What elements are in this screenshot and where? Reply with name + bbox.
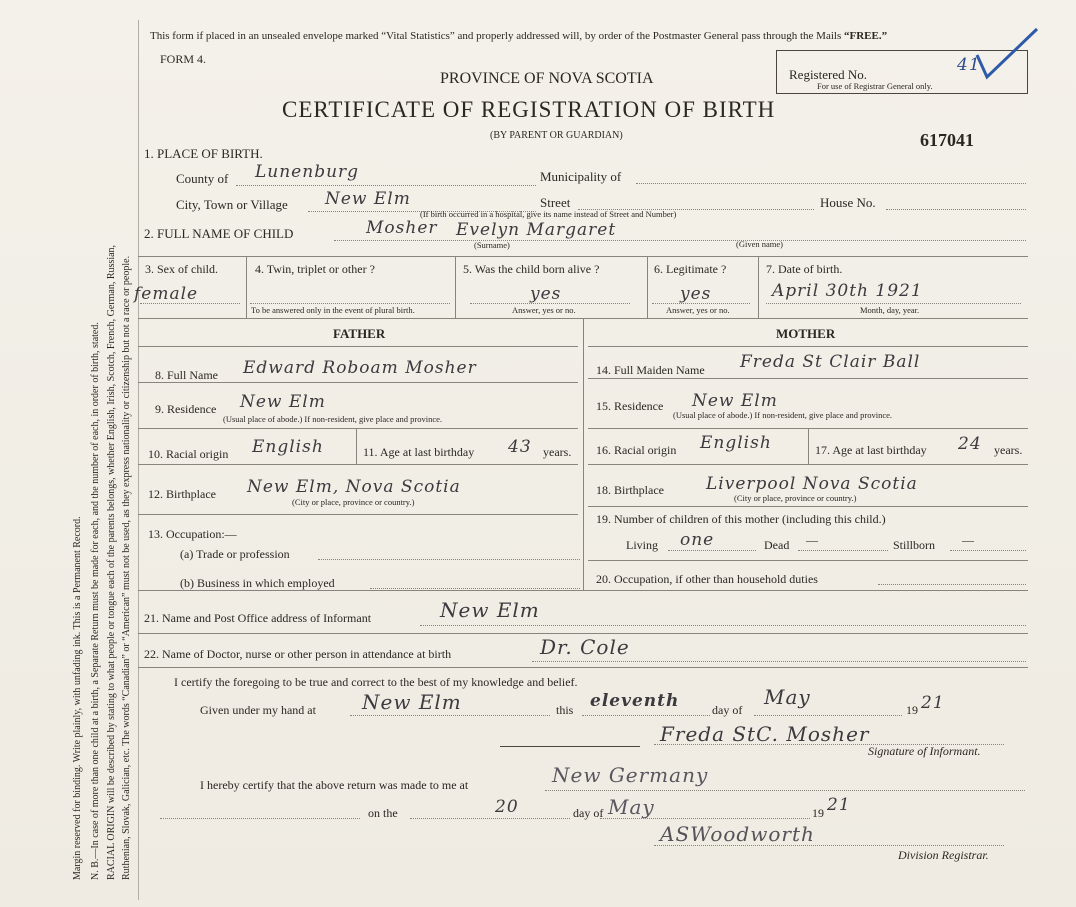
father-heading: FATHER — [333, 326, 386, 341]
day-of-label: day of — [712, 703, 743, 717]
alive-line — [470, 303, 630, 304]
mother-row-line-2 — [588, 378, 1028, 379]
mother-age-divider — [808, 428, 809, 464]
living-label: Living — [626, 538, 658, 552]
doctor-value: Dr. Cole — [540, 635, 630, 659]
twin-label: 4. Twin, triplet or other ? — [255, 262, 375, 276]
mother-residence-value: New Elm — [692, 391, 778, 411]
given-place-line — [350, 715, 550, 716]
date-note: Month, day, year. — [860, 305, 920, 315]
top-notice-text: This form if placed in an unsealed envelope marked “Vital Statistics” and properly addressed will, by order of the Postmaster General pass through the Mails — [150, 30, 842, 42]
page-title: CERTIFICATE OF REGISTRATION OF BIRTH — [282, 97, 776, 122]
county-line — [236, 185, 536, 186]
father-age-label: 11. Age at last birthday — [363, 445, 475, 459]
stillborn-label: Stillborn — [893, 538, 936, 552]
county-value: Lunenburg — [255, 162, 360, 182]
sex-value: female — [134, 284, 199, 304]
stillborn-line — [950, 550, 1026, 551]
informant-label: 21. Name and Post Office address of Informant — [144, 611, 372, 625]
father-racial-value: English — [252, 437, 324, 457]
father-row-line-3 — [138, 428, 578, 429]
month-value: May — [764, 685, 811, 709]
informant-line — [420, 625, 1026, 626]
father-residence-value: New Elm — [240, 392, 326, 412]
binding-margin-line — [138, 20, 139, 900]
given-under-label: Given under my hand at — [200, 703, 316, 717]
dead-line — [798, 550, 888, 551]
year-suffix: 21 — [921, 693, 945, 713]
mother-occupation-line — [878, 584, 1026, 585]
father-row-line-2 — [138, 382, 578, 383]
date-value: April 30th 1921 — [772, 281, 923, 301]
city-value: New Elm — [325, 189, 411, 209]
margin-note-3: RACIAL ORIGIN will be described by stating to what people or tongue each of the parents belongs, whether English, Irish, Scotch, French, German, Russian, — [106, 244, 117, 880]
father-name-value: Edward Roboam Mosher — [243, 358, 477, 378]
surname-caption: (Surname) — [474, 240, 510, 250]
registrar-signature-line — [654, 845, 1004, 846]
registrar-day-line — [410, 818, 570, 819]
legitimate-value: yes — [680, 284, 712, 304]
child-name-label: 2. FULL NAME OF CHILD — [144, 226, 294, 241]
mother-children-label: 19. Number of children of this mother (including this child.) — [596, 512, 886, 526]
year-prefix: 19 — [906, 703, 918, 717]
province-heading: PROVINCE OF NOVA SCOTIA — [440, 70, 654, 87]
mother-age-label: 17. Age at last birthday — [815, 443, 927, 457]
dead-value: — — [806, 533, 818, 547]
on-the-lead-line — [160, 818, 360, 819]
place-of-birth-label: 1. PLACE OF BIRTH. — [144, 146, 263, 161]
twin-note: To be answered only in the event of plural birth. — [251, 305, 415, 315]
doctor-line — [532, 661, 1026, 662]
checkmark-icon — [975, 25, 1045, 85]
informant-bottom-border — [138, 633, 1028, 634]
page-subtitle: (BY PARENT OR GUARDIAN) — [490, 130, 623, 141]
twin-line — [250, 303, 450, 304]
father-birthplace-note: (City or place, province or country.) — [292, 497, 415, 507]
mother-row-line-1 — [588, 346, 1028, 347]
doctor-label: 22. Name of Doctor, nurse or other person in attendance at birth — [144, 647, 452, 661]
doctor-bottom-border — [138, 667, 1028, 668]
mother-racial-value: English — [700, 433, 772, 453]
mother-birthplace-value: Liverpool Nova Scotia — [706, 474, 918, 494]
hospital-note: (If birth occurred in a hospital, give its name instead of Street and Number) — [420, 209, 677, 219]
row3-divider-2 — [455, 256, 456, 318]
legitimate-label: 6. Legitimate ? — [654, 262, 727, 276]
informant-value: New Elm — [440, 598, 540, 622]
mother-age-value: 24 — [958, 434, 982, 454]
municipality-label: Municipality of — [540, 169, 622, 184]
father-residence-label: 9. Residence — [155, 402, 217, 416]
father-row-line-5 — [138, 514, 578, 515]
house-line — [886, 209, 1026, 210]
living-line — [668, 550, 756, 551]
father-business-label: (b) Business in which employed — [180, 576, 335, 590]
day-word-value: eleventh — [590, 691, 680, 711]
mother-heading: MOTHER — [776, 326, 836, 341]
mother-row-line-4 — [588, 464, 1028, 465]
father-row-line-4 — [138, 464, 578, 465]
dead-label: Dead — [764, 538, 790, 552]
father-age-divider — [356, 428, 357, 464]
mother-racial-label: 16. Racial origin — [596, 443, 677, 457]
registrar-year-prefix: 19 — [812, 806, 824, 820]
mother-age-unit: years. — [994, 443, 1023, 457]
father-name-label: 8. Full Name — [155, 368, 218, 382]
legitimate-note: Answer, yes or no. — [666, 305, 730, 315]
father-age-unit: years. — [543, 445, 572, 459]
top-notice-free: “FREE.” — [843, 30, 888, 42]
registrar-year-suffix: 21 — [827, 795, 851, 815]
registrar-place-line — [545, 790, 1025, 791]
mother-occupation-label: 20. Occupation, if other than household duties — [596, 572, 818, 586]
sex-label: 3. Sex of child. — [145, 262, 218, 276]
mother-birthplace-label: 18. Birthplace — [596, 483, 664, 497]
registrar-signature-caption: Division Registrar. — [898, 848, 989, 862]
mother-name-label: 14. Full Maiden Name — [596, 363, 705, 377]
registrar-day-value: 20 — [495, 797, 519, 817]
living-value: one — [680, 530, 715, 550]
mother-row-line-5 — [588, 506, 1028, 507]
house-label: House No. — [820, 195, 876, 210]
registrar-day-of-label: day of — [573, 806, 604, 820]
registrar-text: I hereby certify that the above return was made to me at — [200, 778, 469, 792]
month-line — [754, 715, 902, 716]
street-label: Street — [540, 195, 571, 210]
registrar-place-value: New Germany — [552, 763, 709, 787]
certificate-number: 617041 — [920, 130, 974, 150]
margin-note-1: Margin reserved for binding. Write plainly, with unfading ink. This is a Permanent Record. — [72, 516, 83, 880]
sex-line — [140, 303, 240, 304]
registrar-month-value: May — [608, 795, 655, 819]
form-number: FORM 4. — [160, 52, 207, 66]
margin-note-4: Ruthenian, Slovak, Galician, etc. The words “Canadian” or “American” must not be used, as they express nationality or citizenship but not a race or people. — [121, 255, 132, 880]
father-row-line-1 — [138, 346, 578, 347]
father-trade-label: (a) Trade or profession — [180, 547, 290, 561]
row3-divider-1 — [246, 256, 247, 318]
informant-signature-caption: Signature of Informant. — [868, 744, 981, 758]
top-notice — [150, 30, 887, 42]
day-word-line — [582, 715, 710, 716]
certify-text: I certify the foregoing to be true and correct to the best of my knowledge and belief. — [174, 675, 578, 689]
mother-residence-note: (Usual place of abode.) If non-resident, give place and province. — [673, 410, 893, 420]
informant-signature: Freda StC. Mosher — [660, 722, 870, 746]
registrar-month-line — [600, 818, 810, 819]
mother-row-line-6 — [588, 560, 1028, 561]
child-name-line — [334, 240, 1026, 241]
alive-note: Answer, yes or no. — [512, 305, 576, 315]
father-residence-note: (Usual place of abode.) If non-resident, give place and province. — [223, 414, 443, 424]
father-trade-line — [318, 559, 580, 560]
father-age-value: 43 — [508, 437, 532, 457]
this-label: this — [556, 703, 574, 717]
parents-bottom-border — [138, 590, 1028, 591]
child-surname: Mosher — [366, 218, 438, 238]
father-mother-divider — [583, 318, 584, 590]
margin-note-2: N. B.—In case of more than one child at a birth, a Separate Return must be made for each, and the number of each, in order of birth, stated. — [90, 322, 101, 880]
alive-value: yes — [530, 284, 562, 304]
row3-divider-4 — [758, 256, 759, 318]
father-racial-label: 10. Racial origin — [148, 447, 229, 461]
left-signature-rule — [500, 746, 640, 747]
registered-label: Registered No. — [789, 67, 867, 82]
county-label: County of — [176, 171, 229, 186]
mother-residence-label: 15. Residence — [596, 399, 664, 413]
child-given-name: Evelyn Margaret — [456, 220, 617, 240]
on-the-label: on the — [368, 806, 398, 820]
municipality-line — [636, 183, 1026, 184]
father-business-line — [370, 588, 580, 589]
date-label: 7. Date of birth. — [766, 262, 843, 276]
registrar-signature: ASWoodworth — [660, 822, 815, 846]
alive-label: 5. Was the child born alive ? — [463, 262, 600, 276]
father-birthplace-value: New Elm, Nova Scotia — [247, 477, 461, 497]
given-place-value: New Elm — [362, 690, 462, 714]
mother-name-value: Freda St Clair Ball — [740, 352, 921, 372]
city-label: City, Town or Village — [176, 197, 288, 212]
registered-number: 41 — [957, 55, 981, 75]
father-occupation-label: 13. Occupation:— — [148, 527, 237, 541]
row3-divider-3 — [647, 256, 648, 318]
date-line — [766, 303, 1021, 304]
father-birthplace-label: 12. Birthplace — [148, 487, 216, 501]
registrar-note: For use of Registrar General only. — [817, 81, 933, 91]
stillborn-value: — — [962, 533, 974, 547]
legitimate-line — [652, 303, 750, 304]
row3-top-border — [138, 256, 1028, 257]
given-name-caption: (Given name) — [736, 239, 783, 249]
mother-birthplace-note: (City or place, province or country.) — [734, 493, 857, 503]
